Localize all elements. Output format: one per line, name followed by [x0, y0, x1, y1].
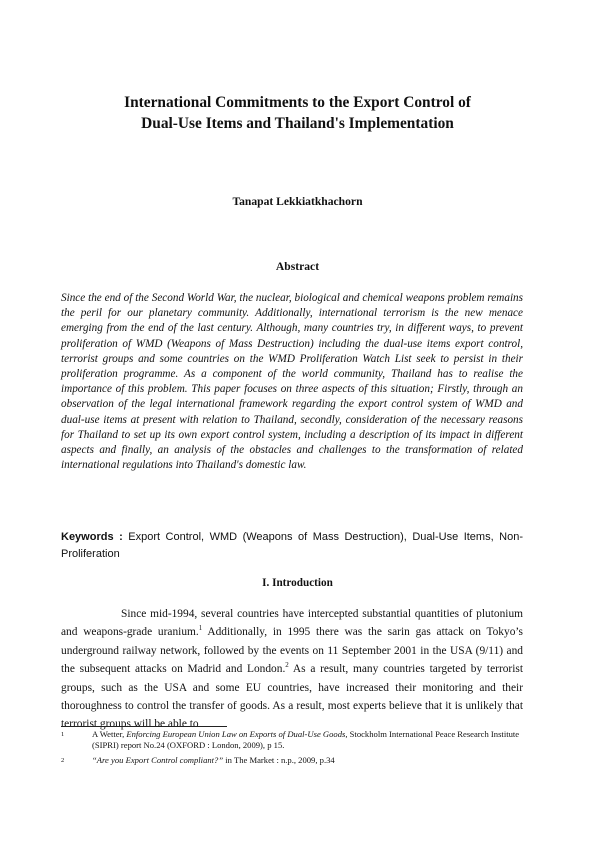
introduction-paragraph — [61, 605, 523, 734]
footnote-2-number: 2 — [61, 757, 65, 764]
keywords-text: Export Control, WMD (Weapons of Mass Destruction), Dual-Use Items, Non-Proliferation — [61, 531, 523, 560]
footnote-2-text — [92, 755, 523, 766]
footnote-2-title: “Are you Export Control compliant?” — [92, 755, 224, 765]
footnote-1-text — [92, 729, 523, 751]
intro-text-part-1: Since mid-1994, several countries have intercepted substantial quantities of plutonium and weapons-grade uranium. — [61, 608, 523, 639]
author-name: Tanapat Lekkiatkhachorn — [232, 195, 363, 208]
footnote-1-pre: A Wetter, — [92, 729, 127, 739]
footnote-1-number: 1 — [61, 731, 65, 738]
footnote-1-post: , Stockholm International Peace Research Institute (SIPRI) report No.24 (OXFORD : London, 2009), p 15. — [92, 729, 520, 750]
footnote-ref-2[interactable]: 2 — [285, 661, 289, 670]
intro-text-part-2: Additionally, in 1995 there was the sarin gas attack on Tokyo’s underground railway network, followed by the events on 11 September 2001 in the USA (9/11) and the subsequent attacks on Madrid and London. — [61, 626, 523, 676]
title-line-1: International Commitments to the Export Control of — [124, 94, 471, 111]
footnote-1-title: Enforcing European Union Law on Exports of Dual-Use Goods — [126, 729, 346, 739]
section-heading-introduction: I. Introduction — [262, 577, 333, 589]
footnote-separator — [61, 726, 227, 727]
intro-text-part-3: As a result, many countries targeted by terrorist groups, such as the USA and some EU countries, have increased their monitoring and their thoroughness to control the transfer of goods. As a result, most experts believe that it is unlikely that terrorist groups will be able to — [61, 663, 523, 731]
abstract-text: Since the end of the Second World War, the nuclear, biological and chemical weapons problem remains the peril for our planetary community. Additionally, international terrorism is the new menace emerging from the end of the last century. Although, many countries try, in different ways, to prevent proliferation of WMD (Weapons of Mass Destruction) including the dual-use items export control, terrorist groups and some countries on the WMD Proliferation Watch List seek to persist in their proliferation programme. As a component of the world community, Thailand has to realise the importance of this problem. This paper focuses on three aspects of this situation; Firstly, through an observation of the legal international framework regarding the export control system of WMD and dual-use items at present with relation to Thailand, secondly, consideration of the necessary reasons for Thailand to set up its own export control system, including a description of its impact in different aspects and finally, an analysis of the obstacles and challenges to the transformation of related international regulations into Thailand's domestic law. — [61, 292, 523, 472]
keywords-line — [61, 529, 523, 563]
footnote-ref-1[interactable]: 1 — [198, 624, 203, 633]
paper-title — [60, 92, 535, 134]
title-line-2: Dual-Use Items and Thailand's Implementation — [141, 115, 454, 132]
keywords-label: Keywords : — [61, 531, 123, 543]
abstract-heading: Abstract — [275, 260, 320, 273]
footnote-2-post: in The Market : n.p., 2009, p.34 — [223, 755, 335, 765]
